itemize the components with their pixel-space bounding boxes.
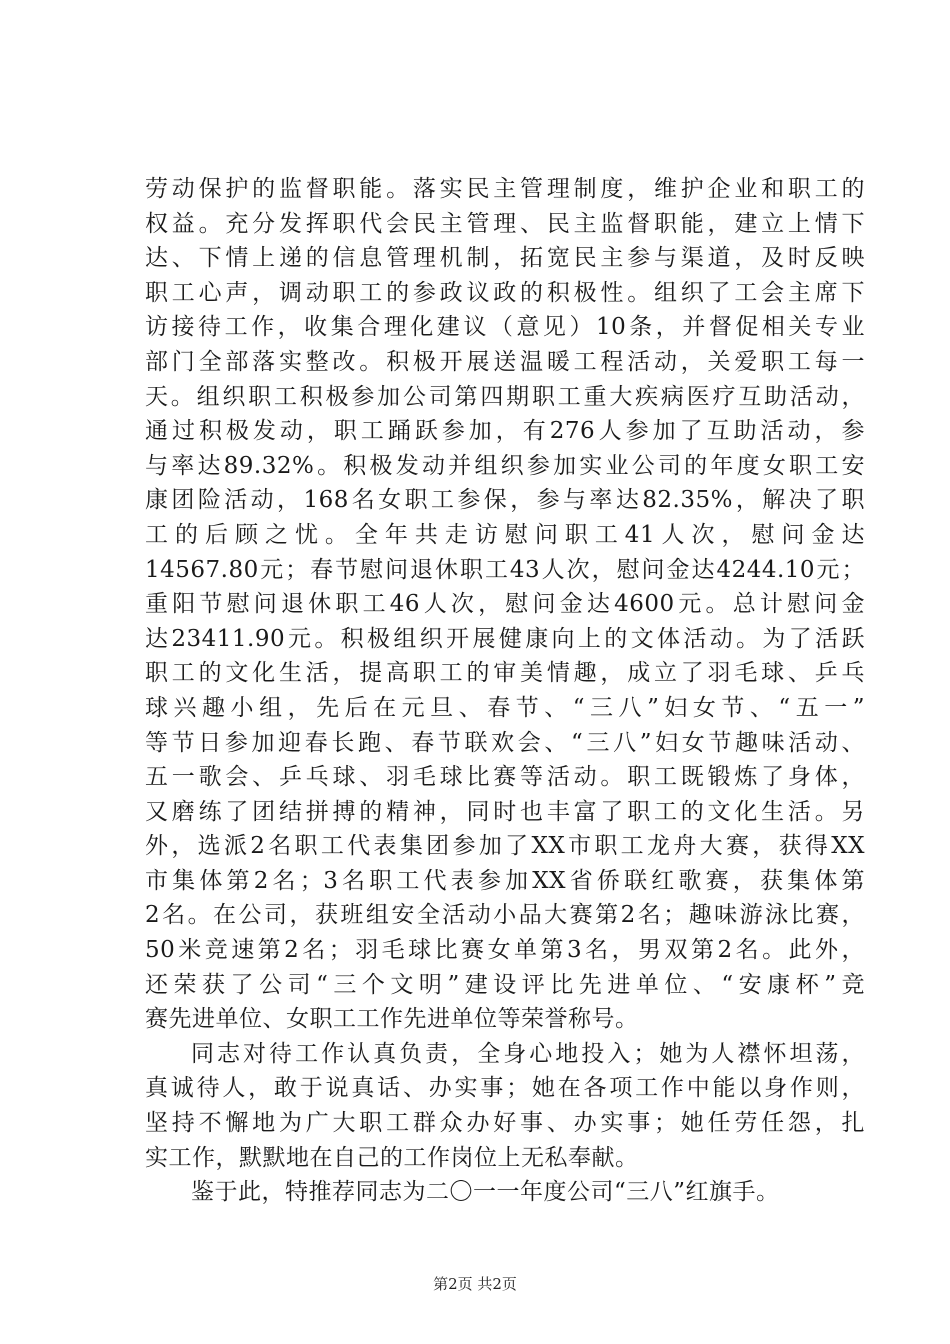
text-line: 达、下情上递的信息管理机制，拓宽民主参与渠道，及时反映 xyxy=(145,245,865,272)
text-line: 达23411.90元。积极组织开展健康向上的文体活动。为了活跃 xyxy=(145,625,865,652)
text-line: 重阳节慰问退休职工46人次，慰问金达4600元。总计慰问金 xyxy=(145,591,865,618)
text-line: 市集体第2名；3名职工代表参加XX省侨联红歌赛，获集体第 xyxy=(145,867,865,894)
text-line: 球兴趣小组，先后在元旦、春节、“三八”妇女节、“五一” xyxy=(145,694,865,721)
text-line: 通过积极发动，职工踊跃参加，有276人参加了互助活动，参 xyxy=(145,418,865,445)
text-line: 真诚待人，敢于说真话、办实事；她在各项工作中能以身作则， xyxy=(145,1075,865,1102)
page-footer: 第2页 共2页 xyxy=(433,1275,517,1293)
text-line: 2名。在公司，获班组安全活动小品大赛第2名；趣味游泳比赛， xyxy=(145,902,865,929)
text-line: 等节日参加迎春长跑、春节联欢会、“三八”妇女节趣味活动、 xyxy=(145,729,865,756)
text-line: 权益。充分发挥职代会民主管理、民主监督职能，建立上情下 xyxy=(145,210,865,237)
text-line: 14567.80元；春节慰问退休职工43人次，慰问金达4244.10元； xyxy=(145,556,865,583)
text-line: 与率达89.32%。积极发动并组织参加实业公司的年度女职工安 xyxy=(145,452,865,479)
document-body xyxy=(145,172,865,1210)
text-line: 工的后顾之忧。全年共走访慰问职工41人次，慰问金达 xyxy=(145,521,865,548)
text-line: 坚持不懈地为广大职工群众办好事、办实事；她任劳任怨，扎 xyxy=(145,1110,865,1137)
text-line: 康团险活动，168名女职工参保，参与率达82.35%，解决了职 xyxy=(145,487,865,514)
text-line: 职工心声，调动职工的参政议政的积极性。组织了工会主席下 xyxy=(145,279,865,306)
text-line: 劳动保护的监督职能。落实民主管理制度，维护企业和职工的 xyxy=(145,176,865,202)
text-line: 50米竞速第2名；羽毛球比赛女单第3名，男双第2名。此外， xyxy=(145,937,865,964)
text-line: 还荣获了公司“三个文明”建设评比先进单位、“安康杯”竞 xyxy=(145,971,865,998)
text-line: 又磨练了团结拼搏的精神，同时也丰富了职工的文化生活。另 xyxy=(145,798,865,825)
paragraph-start-line: 鉴于此，特推荐同志为二〇一一年度公司“三八”红旗手。 xyxy=(191,1179,780,1206)
text-line: 实工作，默默地在自己的工作岗位上无私奉献。 xyxy=(145,1144,639,1171)
text-line: 赛先进单位、女职工工作先进单位等荣誉称号。 xyxy=(145,1006,639,1033)
text-line: 天。组织职工积极参加公司第四期职工重大疾病医疗互助活动， xyxy=(145,383,865,410)
text-line: 访接待工作，收集合理化建议（意见）10条，并督促相关专业 xyxy=(145,314,865,341)
text-line: 职工的文化生活，提高职工的审美情趣，成立了羽毛球、乒乓 xyxy=(145,660,865,687)
text-line: 部门全部落实整改。积极开展送温暖工程活动，关爱职工每一 xyxy=(145,348,865,375)
paragraph-start-line: 同志对待工作认真负责，全身心地投入；她为人襟怀坦荡， xyxy=(191,1040,865,1067)
text-line: 外，选派2名职工代表集团参加了XX市职工龙舟大赛，获得XX xyxy=(145,833,865,860)
text-line: 五一歌会、乒乓球、羽毛球比赛等活动。职工既锻炼了身体， xyxy=(145,764,865,791)
